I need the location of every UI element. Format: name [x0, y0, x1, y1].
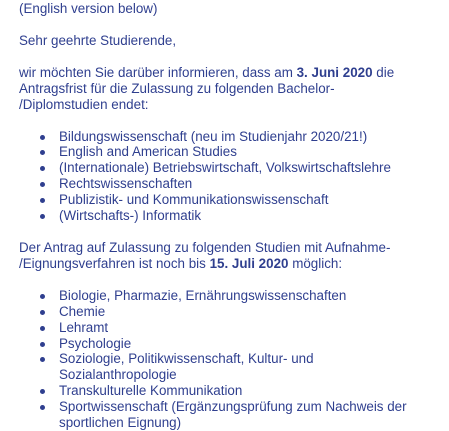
- list-item: [19, 351, 449, 383]
- bullet-icon: [40, 389, 45, 394]
- english-version-note: (English version below): [19, 1, 158, 16]
- list-item: [19, 288, 449, 304]
- list-item-text: Sportwissenschaft (Ergänzungsprüfung zum Nachweis der: [59, 399, 407, 415]
- list-item: [19, 192, 449, 208]
- deadline-date: 3. Juni 2020: [296, 64, 373, 80]
- spacer: [19, 224, 449, 240]
- bullet-icon: [40, 405, 45, 410]
- list-item-text: English and American Studies: [59, 144, 237, 160]
- spacer: [19, 17, 449, 33]
- list-item-text: Lehramt: [59, 319, 109, 335]
- list-item-text: (Internationale) Betriebswirtschaft, Volkswirtschaftslehre: [59, 160, 391, 176]
- bullet-icon: [40, 166, 45, 171]
- bullet-icon: [40, 357, 45, 362]
- admission-date: 15. Juli 2020: [209, 255, 289, 271]
- list-item: [19, 336, 449, 352]
- list-item: [19, 144, 449, 160]
- text-segment: wir möchten Sie darüber informieren, dass am: [19, 64, 297, 80]
- list-item-text: Rechtswissenschaften: [59, 176, 193, 192]
- text-segment: /Eignungsverfahren ist noch bis: [19, 255, 210, 271]
- admission-paragraph-line-1: Der Antrag auf Zulassung zu folgenden Studien mit Aufnahme-: [19, 239, 391, 255]
- bullet-icon: [40, 342, 45, 347]
- deadline-paragraph-line-2: Antragsfrist für die Zulassung zu folgenden Bachelor-: [19, 80, 335, 96]
- salutation: Sehr geehrte Studierende,: [19, 32, 177, 48]
- admission-paragraph-line-2: [19, 256, 449, 272]
- list-item-text: (Wirtschafts-) Informatik: [59, 208, 202, 224]
- list-item: [19, 129, 449, 145]
- bachelor-programs-list: [19, 129, 449, 224]
- bullet-icon: [40, 326, 45, 331]
- spacer: [19, 49, 449, 65]
- text-segment: die: [372, 64, 395, 80]
- list-item-text: Transkulturelle Kommunikation: [59, 383, 243, 399]
- spacer: [19, 113, 449, 129]
- list-item: [19, 383, 449, 399]
- deadline-paragraph-line-1: [19, 65, 449, 81]
- list-item: [19, 160, 449, 176]
- list-item-text: Publizistik- und Kommunikationswissenschaft: [59, 192, 329, 208]
- list-item: [19, 399, 449, 431]
- bullet-icon: [40, 294, 45, 299]
- list-item: [19, 208, 449, 224]
- list-item: [19, 176, 449, 192]
- admission-paragraph: [19, 240, 449, 272]
- bullet-icon: [40, 310, 45, 315]
- bullet-icon: [40, 150, 45, 155]
- bullet-icon: [40, 198, 45, 203]
- deadline-paragraph-line-3: /Diplomstudien endet:: [19, 96, 149, 112]
- list-item: [19, 320, 449, 336]
- list-item-continuation: Sozialanthropologie: [59, 367, 177, 383]
- list-item-text: Biologie, Pharmazie, Ernährungswissenschaften: [59, 287, 347, 303]
- list-item-text: Psychologie: [59, 335, 132, 351]
- bullet-icon: [40, 135, 45, 140]
- deadline-paragraph: [19, 65, 449, 113]
- aptitude-programs-list: [19, 288, 449, 431]
- bullet-icon: [40, 214, 45, 219]
- text-segment: möglich:: [288, 255, 343, 271]
- list-item-text: Soziologie, Politikwissenschaft, Kultur- und: [59, 351, 314, 367]
- list-item-text: Chemie: [59, 303, 106, 319]
- spacer: [19, 272, 449, 288]
- list-item: [19, 304, 449, 320]
- list-item-text: Bildungswissenschaft (neu im Studienjahr 2020/21!): [59, 128, 368, 144]
- bullet-icon: [40, 182, 45, 187]
- list-item-continuation: sportlichen Eignung): [59, 415, 182, 431]
